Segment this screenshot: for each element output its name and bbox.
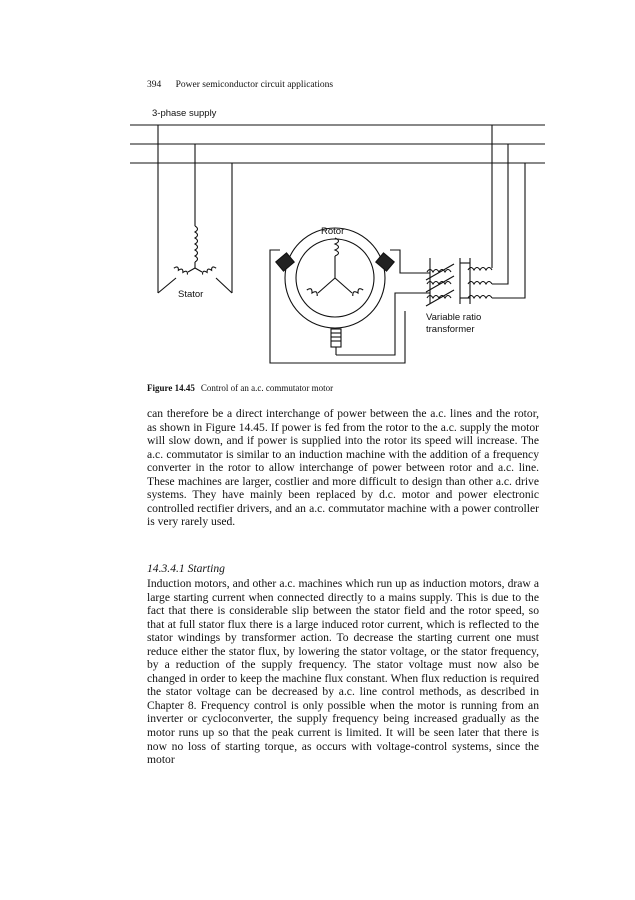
transformer-label-line1: Variable ratio	[426, 312, 482, 323]
body-paragraph-2: Induction motors, and other a.c. machines which run up as induction motors, draw a large starting current when connected directly to a mains supply. This is due to the fact that there is considerable slip between the stator field and the rotor speed, so that at full stator flux there is a large induced rotor current, which is reflected to the stator windings by transformer action. To decrease the starting current one must reduce either the stator flux, by lowering the stator voltage, or the stator frequency, by a reduction of the supply frequency. The stator voltage must now also be changed in order to keep the machine flux constant. When flux reduction is required the stator voltage can be decreased by a.c. line control methods, as described in Chapter 8. Frequency control is only possible when the motor is running from an inverter or cycloconverter, the supply frequency being increased gradually as the motor runs up so that the peak current is limited. It will be seen later that there is now no loss of starting torque, as occurs with voltage-control systems, since the motor	[147, 577, 539, 767]
supply-label: 3-phase supply	[152, 108, 217, 119]
stator-winding	[158, 125, 232, 293]
rotor	[270, 228, 430, 363]
stator-label: Stator	[178, 289, 204, 300]
caption-number: Figure 14.45	[147, 383, 195, 393]
body-paragraph-1: can therefore be a direct interchange of power between the a.c. lines and the rotor, as shown in Figure 14.45. If power is fed from the rotor to the a.c. supply the motor will slow down, and if power is supplied into the rotor its speed will increase. The a.c. commutator is similar to an induction machine with the addition of a frequency converter in the rotor to allow interchange of power between rotor and a.c. line. These machines are larger, costlier and more difficult to design than other a.c. drive systems. They have mainly been replaced by d.c. motor and power electronic controlled rectifier drivers, and an a.c. commutator machine with a power controller is very rarely used.	[147, 407, 539, 529]
rotor-label: Rotor	[321, 226, 345, 237]
figure-caption	[147, 383, 333, 393]
caption-text: Control of an a.c. commutator motor	[200, 383, 334, 393]
supply-lines	[130, 125, 545, 163]
page-header	[147, 80, 333, 90]
circuit-figure	[130, 108, 550, 388]
transformer-label-line2: transformer	[426, 324, 475, 335]
page-number: 394	[147, 80, 162, 90]
section-subheading: 14.3.4.1 Starting	[147, 562, 225, 575]
circuit-diagram	[130, 108, 550, 388]
variable-ratio-transformer	[426, 125, 525, 306]
running-title: Power semiconductor circuit applications	[175, 80, 334, 90]
